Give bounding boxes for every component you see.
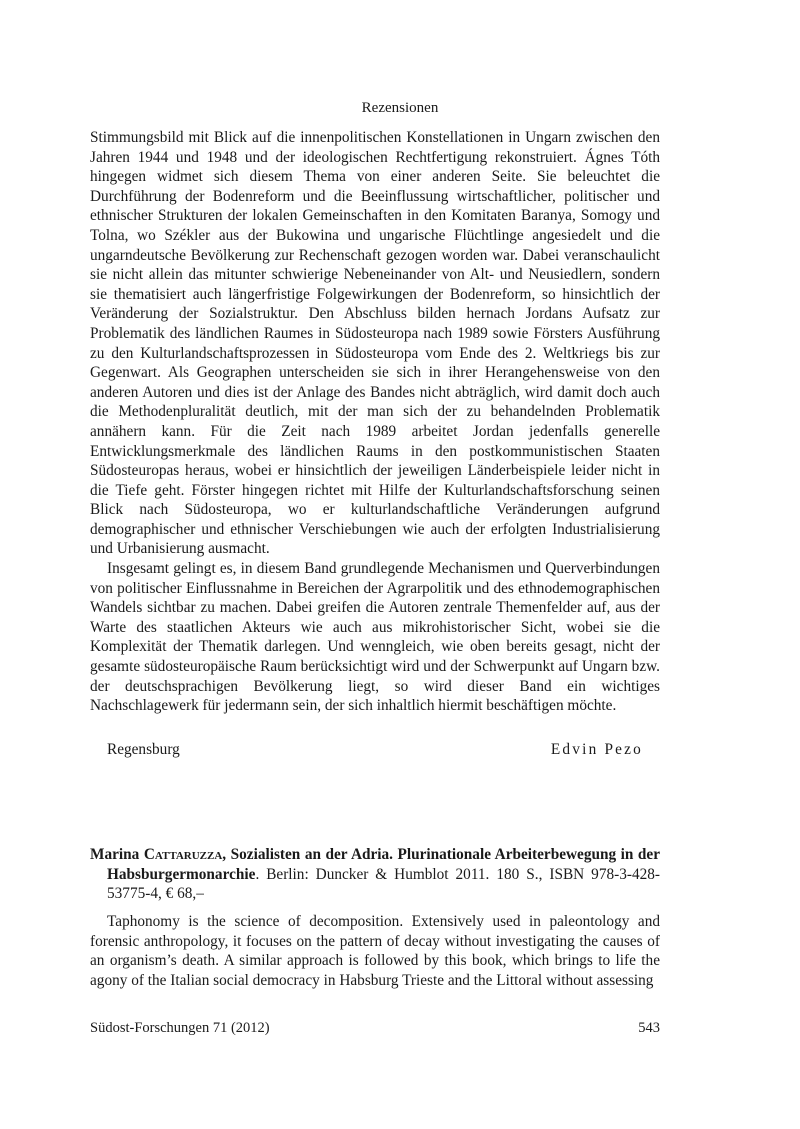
- book-publication-details: . Berlin: Duncker & Humblot 2011. 180 S., ISBN 978-3-428-53775-4, € 68,–: [107, 865, 660, 903]
- bibliographic-heading: [90, 845, 660, 904]
- signature-author: Edvin Pezo: [550, 741, 643, 758]
- journal-citation: Südost-Forschungen 71 (2012): [90, 1020, 270, 1036]
- signature-place: Regensburg: [107, 741, 180, 758]
- book-author-last-name: Cattaruzza: [143, 846, 223, 863]
- running-head: Rezensionen: [361, 100, 439, 116]
- review-body: [90, 128, 660, 716]
- biblio-first-line: [90, 845, 660, 904]
- review-paragraph-1: Stimmungsbild mit Blick auf die innenpolitischen Konstellationen in Ungarn zwischen den Jahren 1944 und 1948 und der ideologischen Rechtfertigung rekonstruiert. Ágnes Tóth hingegen widmet sich diesem Thema von einer anderen Seite. Sie beleuchtet die Durchführung der Bodenreform und die Beeinflussung wirtschaftlicher, politischer und ethnischer Strukturen der lokalen Gemeinschaften in den Komitaten Baranya, Somogy und Tolna, wo Székler aus der Bukowina und ungarische Flüchtlinge angesiedelt und die ungarndeutsche Bevölkerung zur Rechenschaft gezogen worden war. Dabei veranschaulicht sie nicht allein das mitunter schwierige Nebeneinander von Alt- und Neusiedlern, sondern sie thematisiert auch längerfristige Folgewirkungen der Bodenreform, so hinsichtlich der Veränderung der Sozialstruktur. Den Abschluss bilden hernach Jordans Aufsatz zur Problematik des ländlichen Raumes in Südosteuropa nach 1989 sowie Försters Ausführung zu den Kulturlandschaftsprozessen in Südosteuropa vom Ende des 2. Weltkriegs bis zur Gegenwart. Als Geographen unterscheiden sie sich in ihrer Herangehensweise von den anderen Autoren und dies ist der Anlage des Bandes nicht abträglich, wird damit doch auch die Methodenpluralität deutlich, mit der man sich der zu behandelnden Problematik annähern kann. Für die Zeit nach 1989 arbeitet Jordan jedenfalls generelle Entwicklungsmerkmale des ländlichen Raums in den postkommunistischen Staaten Südosteuropas heraus, wobei er hinsichtlich der jeweiligen Länderbeispiele leider nicht in die Tiefe geht. Förster hingegen richtet mit Hilfe der Kulturlandschaftsforschung seinen Blick nach Südosteuropa, wo er kulturlandschaftliche Veränderungen aufgrund demographischer und ethnischer Verschiebungen wie auch der erfolgten Industrialisierung und Urbanisierung ausmacht.: [90, 129, 660, 558]
- page-number: 543: [638, 1020, 660, 1036]
- next-review-paragraph: Taphonomy is the science of decomposition. Extensively used in paleontology and forensic anthropology, it focuses on the pattern of decay without investigating the causes of an organism’s death. A similar approach is followed by this book, which brings to life the agony of the Italian social democracy in Habsburg Trieste and the Littoral without assessing: [90, 913, 660, 989]
- book-title: , Sozialisten an der Adria. Plurinationale Arbeiterbewegung in der Habsburgermonarchie: [107, 846, 661, 883]
- next-review-body: [90, 912, 660, 990]
- book-author-first-name: Marina: [90, 846, 140, 863]
- review-paragraph-2: Insgesamt gelingt es, in diesem Band grundlegende Mechanismen und Querverbindungen von politischer Einflussnahme in Bereichen der Agrarpolitik und des ethnodemographischen Wandels sichtbar zu machen. Dabei greifen die Autoren zentrale Themenfelder auf, aus der Warte des staatlichen Akteurs wie auch aus mikrohistorischer Sicht, wobei sie die Komplexität der Thematik darlegen. Und wenngleich, wie oben bereits gesagt, nicht der gesamte südosteuropäische Raum berücksichtigt wird und der Schwerpunkt auf Ungarn bzw. der deutschsprachigen Bevölkerung liegt, so wird dieser Band ein wichtiges Nachschlagewerk für jedermann sein, der sich inhaltlich hiermit beschäftigen möchte.: [90, 560, 660, 715]
